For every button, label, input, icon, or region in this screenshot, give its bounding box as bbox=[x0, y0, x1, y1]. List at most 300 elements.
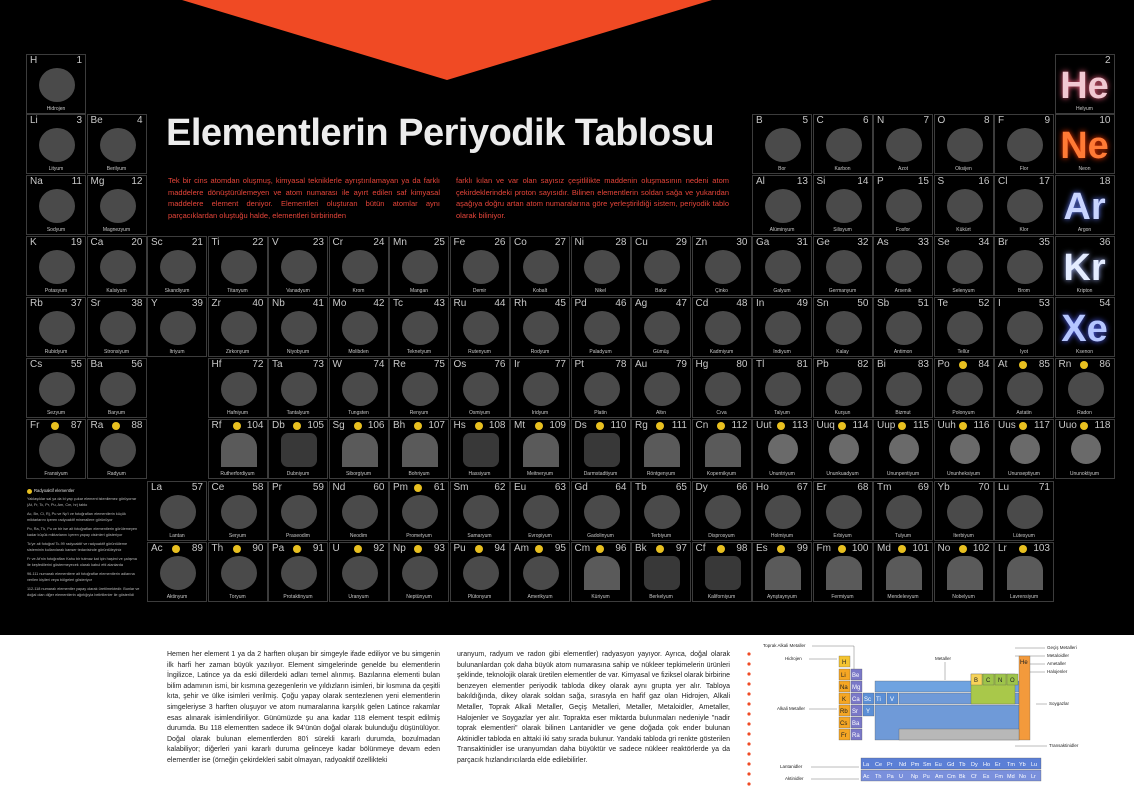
diagram-cell-Be: Be bbox=[852, 673, 860, 679]
element-cell-np bbox=[389, 542, 449, 602]
neon-glyph: Xe bbox=[1061, 308, 1108, 350]
element-name: Darmstadtiyum bbox=[583, 471, 618, 477]
radioactive-icon bbox=[777, 422, 785, 430]
element-cell-te bbox=[934, 297, 994, 357]
element-number: 71 bbox=[1038, 482, 1050, 493]
element-name: Lantan bbox=[169, 533, 185, 539]
element-number: 66 bbox=[736, 482, 748, 493]
element-photo bbox=[768, 434, 798, 464]
element-number: 103 bbox=[1033, 543, 1050, 554]
element-number: 105 bbox=[307, 420, 324, 431]
element-cell-b bbox=[752, 114, 812, 174]
element-symbol: Mt bbox=[514, 420, 526, 431]
element-name: Kopernikyum bbox=[706, 471, 737, 477]
element-photo bbox=[39, 311, 75, 345]
element-cell-sm bbox=[450, 481, 510, 541]
element-photo bbox=[947, 372, 983, 406]
element-name: Gadolinyum bbox=[587, 533, 614, 539]
element-photo bbox=[1007, 556, 1043, 590]
element-number: 59 bbox=[312, 482, 324, 493]
element-number: 98 bbox=[736, 543, 748, 554]
element-cell-pb bbox=[813, 358, 873, 418]
element-photo bbox=[160, 311, 196, 345]
element-symbol: Sr bbox=[90, 298, 101, 309]
element-cell-tm bbox=[873, 481, 933, 541]
element-cell-th bbox=[208, 542, 268, 602]
diagram-cell-Pa: Pa bbox=[887, 774, 894, 780]
element-number: 78 bbox=[615, 359, 627, 370]
element-number: 110 bbox=[610, 420, 627, 431]
element-name: Rutenyum bbox=[468, 349, 491, 355]
element-symbol: As bbox=[877, 237, 889, 248]
element-name: İtriyum bbox=[169, 349, 185, 355]
element-symbol: Zn bbox=[695, 237, 708, 248]
element-cell-tc bbox=[389, 297, 449, 357]
element-photo bbox=[1007, 250, 1043, 284]
element-photo bbox=[39, 372, 75, 406]
element-cell-he bbox=[1055, 54, 1115, 114]
element-number: 55 bbox=[70, 359, 82, 370]
element-cell-sr bbox=[87, 297, 147, 357]
radioactive-icon bbox=[475, 422, 483, 430]
element-cell-u bbox=[329, 542, 389, 602]
element-symbol: Cd bbox=[695, 298, 709, 309]
radioactive-icon bbox=[959, 361, 967, 369]
element-cell-cu bbox=[631, 236, 691, 296]
element-photo bbox=[221, 433, 257, 467]
element-cell-sg bbox=[329, 419, 389, 479]
radioactive-icon bbox=[596, 422, 604, 430]
element-cell-ta bbox=[268, 358, 328, 418]
periodic-groups-diagram bbox=[755, 640, 1105, 800]
element-name: Kükürt bbox=[956, 227, 971, 233]
element-name: Arsenik bbox=[894, 288, 912, 294]
label-gecis-metaller: Geçiş Metalleri bbox=[1047, 645, 1077, 650]
element-symbol: Sg bbox=[332, 420, 345, 431]
element-name: Teknetyum bbox=[406, 349, 432, 355]
diagram-cell-No: No bbox=[1019, 774, 1027, 780]
element-symbol: Y bbox=[151, 298, 158, 309]
element-photo bbox=[889, 434, 919, 464]
element-symbol: Na bbox=[30, 176, 43, 187]
element-number: 37 bbox=[70, 298, 82, 309]
element-name: Rodyum bbox=[530, 349, 550, 355]
element-name: Bakır bbox=[655, 288, 667, 294]
element-symbol: Ir bbox=[514, 359, 521, 370]
element-cell-cl bbox=[994, 175, 1054, 235]
element-photo bbox=[1007, 311, 1043, 345]
element-number: 61 bbox=[433, 482, 445, 493]
diagram-cell-Y: Y bbox=[866, 709, 871, 715]
element-symbol: Ag bbox=[635, 298, 648, 309]
element-symbol: Lr bbox=[998, 543, 1007, 554]
element-name: Kripton bbox=[1076, 288, 1093, 294]
element-cell-bi bbox=[873, 358, 933, 418]
element-symbol: Uuh bbox=[937, 420, 956, 431]
diagram-cell-N: N bbox=[998, 678, 1003, 684]
element-symbol: W bbox=[332, 359, 342, 370]
element-number: 15 bbox=[917, 176, 929, 187]
element-number: 39 bbox=[191, 298, 203, 309]
element-number: 99 bbox=[796, 543, 808, 554]
element-number: 43 bbox=[433, 298, 445, 309]
radioactive-icon bbox=[414, 484, 422, 492]
element-symbol: Bi bbox=[877, 359, 886, 370]
element-cell-re bbox=[389, 358, 449, 418]
radioactive-icon bbox=[717, 545, 725, 553]
element-cell-mt bbox=[510, 419, 570, 479]
element-symbol: Os bbox=[453, 359, 467, 370]
label-ametaller: Ametaller bbox=[1047, 661, 1067, 666]
element-photo bbox=[1007, 495, 1043, 529]
element-symbol: Nd bbox=[332, 482, 346, 493]
element-cell-as bbox=[873, 236, 933, 296]
diagram-cell-Yb: Yb bbox=[1019, 762, 1026, 768]
element-name: Hassiyum bbox=[468, 471, 491, 477]
element-symbol: Pa bbox=[272, 543, 285, 554]
element-cell-kr bbox=[1055, 236, 1115, 296]
element-number: 73 bbox=[312, 359, 324, 370]
element-photo bbox=[705, 495, 741, 529]
diagram-cell-Pm: Pm bbox=[911, 762, 920, 768]
element-number: 115 bbox=[913, 420, 929, 431]
element-cell-po bbox=[934, 358, 994, 418]
element-symbol: Nb bbox=[272, 298, 285, 309]
element-cell-es bbox=[752, 542, 812, 602]
element-symbol: Uuo bbox=[1058, 420, 1077, 431]
element-cell-ar bbox=[1055, 175, 1115, 235]
element-photo bbox=[523, 372, 559, 406]
element-number: 87 bbox=[70, 420, 82, 431]
diagram-cell-Tm: Tm bbox=[1007, 762, 1015, 768]
neon-glyph: Ar bbox=[1063, 186, 1106, 228]
element-photo bbox=[644, 250, 680, 284]
element-photo bbox=[705, 433, 741, 467]
element-photo bbox=[523, 311, 559, 345]
diagram-cell-Ti: Ti bbox=[876, 697, 881, 703]
element-name: Ununoktiyum bbox=[1069, 471, 1100, 477]
element-cell-sn bbox=[813, 297, 873, 357]
element-cell-dy bbox=[692, 481, 752, 541]
element-cell-ac bbox=[147, 542, 207, 602]
element-cell-na bbox=[26, 175, 86, 235]
element-cell-mo bbox=[329, 297, 389, 357]
element-cell-zr bbox=[208, 297, 268, 357]
intro-text-left: Tek bir cins atomdan oluşmuş, kimyasal tekniklerle ayrıştırılamayan ya da farklı maddelere dönüştürülemeyen ve atom numarası ile ayırt edilen saf kimyasal maddelere element deniyor. Elementleri oluşturan bütün atomlar aynı parçacıklardan oluştuğu halde, elementleri birbirinden bbox=[168, 176, 440, 220]
element-number: 21 bbox=[191, 237, 203, 248]
radioactive-icon bbox=[1019, 361, 1027, 369]
element-number: 47 bbox=[675, 298, 687, 309]
element-photo bbox=[523, 250, 559, 284]
element-symbol: Np bbox=[393, 543, 406, 554]
element-cell-mg bbox=[87, 175, 147, 235]
radioactive-icon bbox=[112, 422, 120, 430]
element-photo bbox=[765, 250, 801, 284]
element-name: Lütesyum bbox=[1013, 533, 1035, 539]
element-number: 14 bbox=[857, 176, 869, 187]
element-name: Prometyum bbox=[406, 533, 432, 539]
element-number: 34 bbox=[978, 237, 990, 248]
element-photo bbox=[826, 372, 862, 406]
element-symbol: Ce bbox=[211, 482, 225, 493]
element-symbol: Rf bbox=[211, 420, 222, 431]
radioactive-icon bbox=[777, 545, 785, 553]
element-photo bbox=[886, 128, 922, 162]
element-photo bbox=[584, 433, 620, 467]
element-name: Mendelevyum bbox=[887, 594, 919, 600]
element-name: İridyum bbox=[531, 410, 549, 416]
diagram-cell-Ca: Ca bbox=[852, 697, 860, 703]
element-photo bbox=[644, 311, 680, 345]
element-name: Çinko bbox=[715, 288, 728, 294]
element-number: 79 bbox=[675, 359, 687, 370]
element-name: Ununtriyum bbox=[769, 471, 795, 477]
element-number: 13 bbox=[796, 176, 808, 187]
element-photo bbox=[463, 433, 499, 467]
element-number: 11 bbox=[71, 176, 82, 187]
diagram-cell-Tb: Tb bbox=[959, 762, 966, 768]
element-number: 86 bbox=[1099, 359, 1111, 370]
element-cell-pr bbox=[268, 481, 328, 541]
element-number: 107 bbox=[428, 420, 445, 431]
element-photo bbox=[342, 250, 378, 284]
element-number: 100 bbox=[851, 543, 869, 554]
label-lantanidler: Lantanidler bbox=[780, 764, 803, 769]
element-photo bbox=[1007, 128, 1043, 162]
diagram-cell-H: H bbox=[842, 660, 847, 666]
element-name: Radyum bbox=[107, 471, 126, 477]
element-cell-cr bbox=[329, 236, 389, 296]
element-symbol: Hs bbox=[453, 420, 466, 431]
element-symbol: Cn bbox=[695, 420, 709, 431]
radioactive-icon bbox=[838, 545, 846, 553]
diagram-cell-O: O bbox=[1010, 678, 1015, 684]
diagram-cell-Sc: Sc bbox=[864, 697, 872, 703]
element-name: Fosfor bbox=[895, 227, 911, 233]
diagram-cell-Fm: Fm bbox=[995, 774, 1003, 780]
element-photo bbox=[342, 495, 378, 529]
element-symbol: Bk bbox=[635, 543, 647, 554]
element-cell-rf bbox=[208, 419, 268, 479]
element-photo bbox=[39, 433, 75, 467]
element-number: 2 bbox=[1104, 55, 1111, 66]
element-photo bbox=[584, 556, 620, 590]
element-number: 16 bbox=[978, 176, 990, 187]
element-symbol: Ra bbox=[90, 420, 104, 431]
element-name: Ununseptiyum bbox=[1008, 471, 1040, 477]
element-name: Kaliforniyum bbox=[707, 594, 736, 600]
diagram-cell-Li: Li bbox=[841, 673, 846, 679]
element-name: Berkelyum bbox=[649, 594, 673, 600]
element-number: 62 bbox=[494, 482, 506, 493]
element-number: 81 bbox=[796, 359, 808, 370]
element-photo bbox=[463, 556, 499, 590]
element-cell-md bbox=[873, 542, 933, 602]
element-photo bbox=[342, 311, 378, 345]
element-name: Azot bbox=[897, 166, 908, 172]
element-cell-uuo bbox=[1055, 419, 1115, 479]
element-number: 18 bbox=[1099, 176, 1111, 187]
element-name: Vanadyum bbox=[286, 288, 310, 294]
element-number: 96 bbox=[615, 543, 627, 554]
element-cell-o bbox=[934, 114, 994, 174]
legend-note: 96-111 numaralı elementlere ait fotoğraflar elementlerin adlarına verilen kişileri veya bölgeleri gösteriyor bbox=[27, 572, 135, 582]
element-photo bbox=[100, 128, 136, 162]
element-photo bbox=[705, 372, 741, 406]
element-photo bbox=[221, 495, 257, 529]
element-name: Fermiyum bbox=[831, 594, 854, 600]
element-cell-f bbox=[994, 114, 1054, 174]
radioactive-icon bbox=[233, 422, 241, 430]
radioactive-icon bbox=[596, 545, 604, 553]
element-photo bbox=[950, 434, 980, 464]
radioactive-icon bbox=[535, 545, 543, 553]
element-number: 31 bbox=[796, 237, 808, 248]
element-cell-gd bbox=[571, 481, 631, 541]
element-name: Helyum bbox=[1076, 106, 1093, 112]
element-number: 50 bbox=[857, 298, 869, 309]
diagram-cell-Cs: Cs bbox=[840, 721, 848, 727]
element-name: Rubidyum bbox=[44, 349, 68, 355]
element-number: 111 bbox=[671, 420, 687, 431]
element-number: 1 bbox=[76, 55, 82, 66]
label-soygazlar: Soygazlar bbox=[1049, 701, 1070, 706]
element-cell-uuq bbox=[813, 419, 873, 479]
element-cell-ru bbox=[450, 297, 510, 357]
element-number: 65 bbox=[675, 482, 687, 493]
element-photo bbox=[221, 372, 257, 406]
element-name: Selenyum bbox=[952, 288, 975, 294]
diagram-cell-La: La bbox=[863, 762, 870, 768]
radioactive-icon bbox=[51, 422, 59, 430]
element-cell-pu bbox=[450, 542, 510, 602]
element-name: Meitneryum bbox=[526, 471, 554, 477]
element-number: 94 bbox=[494, 543, 506, 554]
element-number: 117 bbox=[1034, 420, 1050, 431]
element-photo bbox=[765, 128, 801, 162]
element-name: Nobelyum bbox=[952, 594, 975, 600]
element-photo bbox=[705, 250, 741, 284]
element-symbol: Uut bbox=[756, 420, 772, 431]
element-name: Toryum bbox=[229, 594, 246, 600]
element-cell-al bbox=[752, 175, 812, 235]
diagram-cells bbox=[839, 656, 1030, 740]
element-cell-rh bbox=[510, 297, 570, 357]
diagram-cell-Bk: Bk bbox=[959, 774, 966, 780]
diagram-cell-Er: Er bbox=[995, 762, 1001, 768]
element-symbol: Rb bbox=[30, 298, 43, 309]
element-name: Ununheksiyum bbox=[946, 471, 981, 477]
element-name: Stronsiyum bbox=[103, 349, 129, 355]
element-photo bbox=[644, 372, 680, 406]
element-photo bbox=[826, 250, 862, 284]
element-number: 104 bbox=[246, 420, 264, 431]
element-cell-am bbox=[510, 542, 570, 602]
element-symbol: B bbox=[756, 115, 763, 126]
element-symbol: N bbox=[877, 115, 885, 126]
element-number: 70 bbox=[978, 482, 990, 493]
element-cell-cf bbox=[692, 542, 752, 602]
element-cell-s bbox=[934, 175, 994, 235]
element-cell-fm bbox=[813, 542, 873, 602]
element-photo bbox=[221, 311, 257, 345]
element-cell-tl bbox=[752, 358, 812, 418]
element-name: Aynştaynyum bbox=[767, 594, 797, 600]
radioactive-icon bbox=[27, 489, 32, 494]
element-symbol: Uus bbox=[998, 420, 1016, 431]
element-name: Tellür bbox=[957, 349, 970, 355]
element-cell-uus bbox=[994, 419, 1054, 479]
element-symbol: Db bbox=[272, 420, 285, 431]
element-cell-xe bbox=[1055, 297, 1115, 357]
element-photo bbox=[100, 189, 136, 223]
element-cell-p bbox=[873, 175, 933, 235]
element-photo bbox=[584, 495, 620, 529]
element-number: 30 bbox=[736, 237, 748, 248]
element-symbol: Cu bbox=[635, 237, 648, 248]
element-number: 56 bbox=[131, 359, 143, 370]
element-cell-la bbox=[147, 481, 207, 541]
element-name: Karbon bbox=[834, 166, 851, 172]
element-number: 69 bbox=[917, 482, 929, 493]
element-number: 63 bbox=[554, 482, 566, 493]
element-symbol: Uup bbox=[877, 420, 896, 431]
element-symbol: Ac bbox=[151, 543, 163, 554]
element-symbol: Gd bbox=[574, 482, 588, 493]
element-cell-n bbox=[873, 114, 933, 174]
element-photo bbox=[281, 250, 317, 284]
element-name: Tantalyum bbox=[286, 410, 310, 416]
element-symbol: Bh bbox=[393, 420, 406, 431]
radioactive-icon bbox=[1019, 545, 1027, 553]
element-photo bbox=[829, 434, 859, 464]
element-name: Flor bbox=[1019, 166, 1029, 172]
element-symbol: Sm bbox=[453, 482, 469, 493]
element-symbol: No bbox=[937, 543, 951, 554]
element-name: Hidrojen bbox=[46, 106, 66, 112]
element-photo bbox=[1007, 372, 1043, 406]
radioactive-icon bbox=[414, 545, 422, 553]
element-symbol: Cm bbox=[574, 543, 591, 554]
element-number: 84 bbox=[978, 359, 990, 370]
element-photo bbox=[463, 311, 499, 345]
element-symbol: Tl bbox=[756, 359, 765, 370]
element-number: 58 bbox=[252, 482, 264, 493]
element-symbol: Sn bbox=[816, 298, 829, 309]
element-name: Osmiyum bbox=[468, 410, 491, 416]
element-symbol: Be bbox=[90, 115, 103, 126]
element-photo bbox=[39, 68, 75, 102]
element-symbol: Co bbox=[514, 237, 527, 248]
element-cell-rn bbox=[1055, 358, 1115, 418]
element-name: Oksijen bbox=[955, 166, 972, 172]
element-name: Klor bbox=[1019, 227, 1029, 233]
element-cell-ti bbox=[208, 236, 268, 296]
element-symbol: Fr bbox=[30, 420, 40, 431]
element-cell-ge bbox=[813, 236, 873, 296]
element-cell-cs bbox=[26, 358, 86, 418]
element-name: Aktinyum bbox=[166, 594, 188, 600]
element-number: 17 bbox=[1038, 176, 1050, 187]
element-photo bbox=[221, 250, 257, 284]
element-cell-co bbox=[510, 236, 570, 296]
element-symbol: U bbox=[332, 543, 340, 554]
element-number: 24 bbox=[373, 237, 385, 248]
element-number: 82 bbox=[857, 359, 869, 370]
radioactive-icon bbox=[898, 545, 906, 553]
diagram-cell-Pu: Pu bbox=[923, 774, 930, 780]
element-symbol: Zr bbox=[211, 298, 221, 309]
